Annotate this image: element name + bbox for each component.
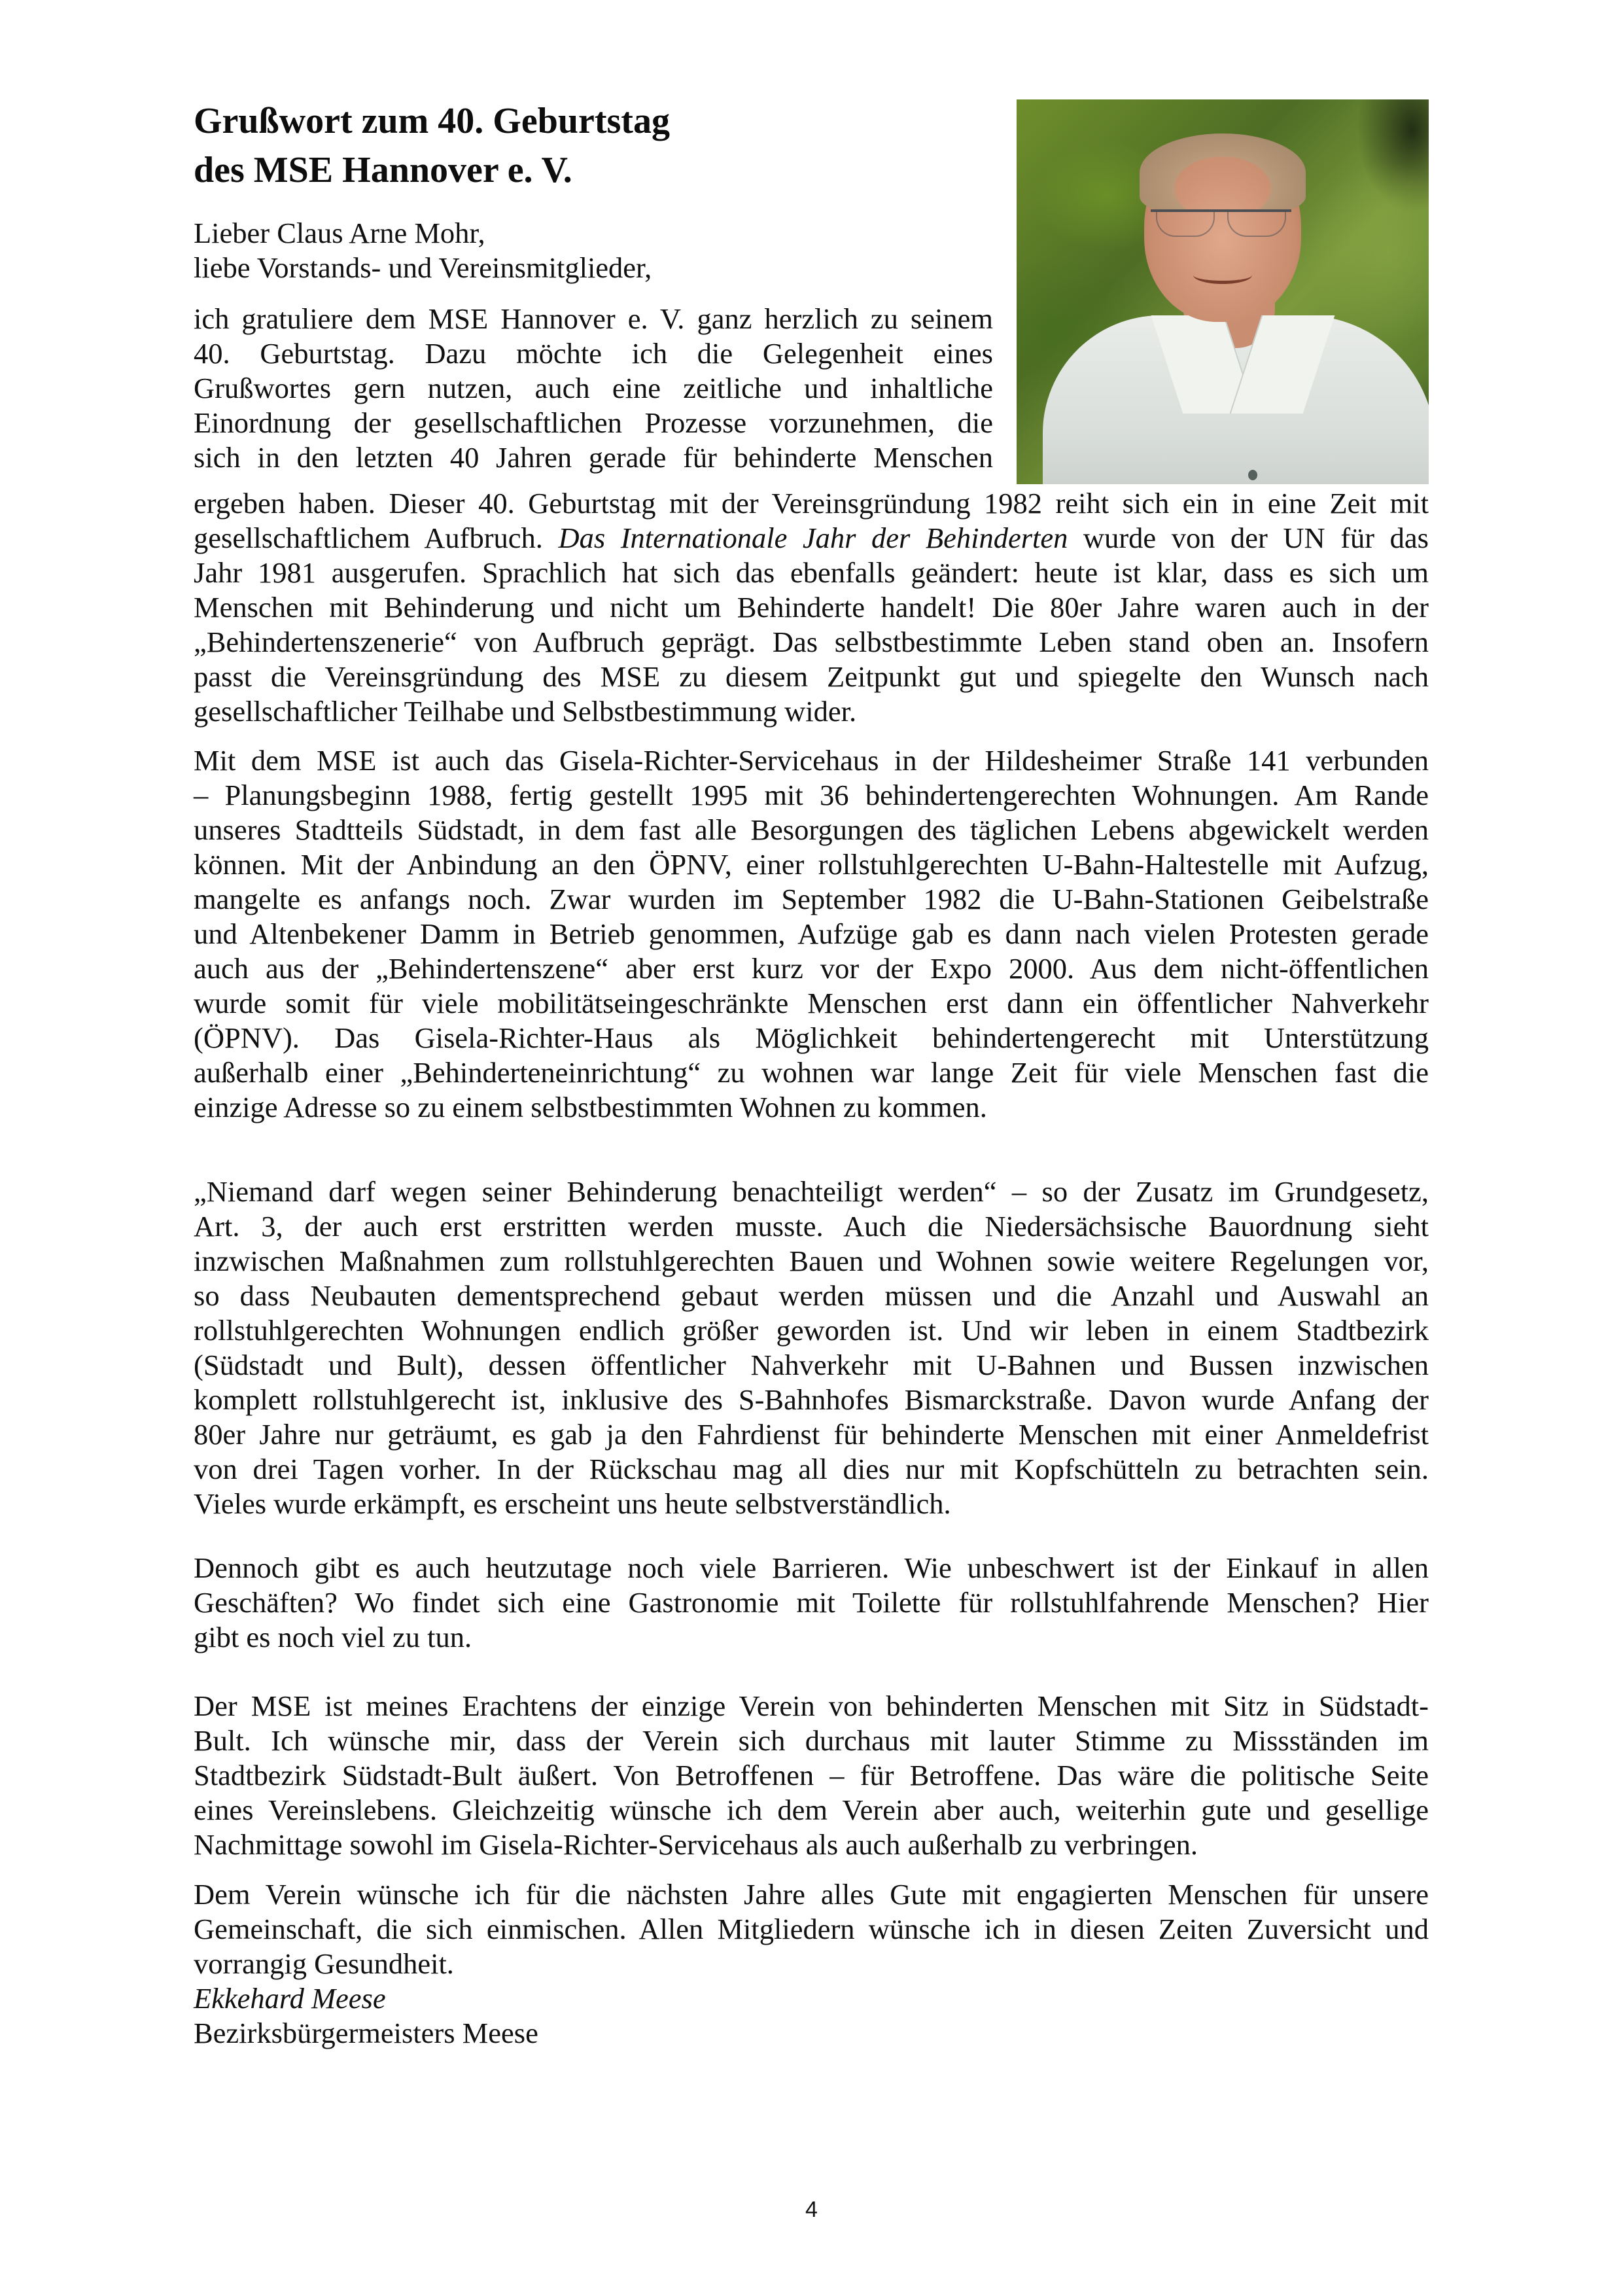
text-line: ich gratuliere dem MSE Hannover e. V. ganz herzlich zu seinem [194, 302, 993, 335]
paragraph-1-beside-photo [194, 302, 993, 475]
salutation [194, 216, 993, 285]
text-line: einzige Adresse so zu einem selbstbestimmten Wohnen zu kommen. [194, 1091, 987, 1123]
paragraph-1 [194, 486, 1429, 729]
title-line-2: des MSE Hannover e. V. [194, 150, 572, 190]
text-line: „Behindertenszenerie“ von Aufbruch geprägt. Das selbstbestimmte Leben stand oben an. Insofern [194, 626, 1429, 658]
text-line: Menschen mit Behinderung und nicht um Behinderte handelt! Die 80er Jahre waren auch in der [194, 591, 1429, 624]
signature-name: Ekkehard Meese [194, 1982, 386, 2015]
salutation-line: liebe Vorstands- und Vereinsmitglieder, [194, 251, 652, 284]
text-line: Art. 3, der auch erst erstritten werden musste. Auch die Niedersächsische Bauordnung sieht [194, 1210, 1429, 1243]
signature-role: Bezirksbürgermeisters Meese [194, 2017, 538, 2049]
text-line: Gemeinschaft, die sich einmischen. Allen Mitgliedern wünsche ich in diesen Zeiten Zuversicht und [194, 1913, 1429, 1945]
text-line: Jahr 1981 ausgerufen. Sprachlich hat sich das ebenfalls geändert: heute ist klar, dass es sich um [194, 556, 1429, 589]
paragraph-4 [194, 1551, 1429, 1655]
text-line: Der MSE ist meines Erachtens der einzige Verein von behinderten Menschen mit Sitz in Südstadt- [194, 1689, 1429, 1722]
text-line: Mit dem MSE ist auch das Gisela-Richter-Servicehaus in der Hildesheimer Straße 141 verbunden [194, 744, 1429, 777]
paragraph-5 [194, 1689, 1429, 1862]
text-line: 40. Geburtstag. Dazu möchte ich die Gelegenheit eines [194, 337, 993, 370]
text-line: gesellschaftlicher Teilhabe und Selbstbestimmung wider. [194, 695, 857, 728]
text-line: 80er Jahre nur geträumt, es gab ja den Fahrdienst für behinderte Menschen mit einer Anmeldefrist [194, 1418, 1429, 1451]
text-line: Bult. Ich wünsche mir, dass der Verein sich durchaus mit lauter Stimme zu Missständen im [194, 1724, 1429, 1757]
photo-shirt-button [1248, 470, 1257, 480]
text-line: Dem Verein wünsche ich für die nächsten Jahre alles Gute mit engagierten Menschen für unsere [194, 1878, 1429, 1911]
portrait-photo [1017, 99, 1429, 484]
title-line-1: Grußwort zum 40. Geburtstag [194, 101, 670, 141]
signature-block [194, 1981, 1429, 2051]
text-segment: wurde von der UN für das [1068, 521, 1429, 554]
text-line: passt die Vereinsgründung des MSE zu diesem Zeitpunkt gut und spiegelte den Wunsch nach [194, 660, 1429, 693]
glasses-icon [1151, 209, 1291, 241]
text-line: können. Mit der Anbindung an den ÖPNV, einer rollstuhlgerechten U-Bahn-Haltestelle mit Aufzug, [194, 848, 1429, 881]
text-line: von drei Tagen vorher. In der Rückschau mag all dies nur mit Kopfschütteln zu betrachten sein. [194, 1453, 1429, 1485]
text-line: außerhalb einer „Behinderteneinrichtung“ zu wohnen war lange Zeit für viele Menschen fast die [194, 1056, 1429, 1089]
text-line: „Niemand darf wegen seiner Behinderung benachteiligt werden“ – so der Zusatz im Grundgesetz, [194, 1175, 1429, 1208]
text-line: Grußwortes gern nutzen, auch eine zeitliche und inhaltliche [194, 372, 993, 404]
paragraph-6 [194, 1877, 1429, 1981]
text-line: (Südstadt und Bult), dessen öffentlicher Nahverkehr mit U-Bahnen und Bussen inzwischen [194, 1349, 1429, 1381]
text-line: mangelte es anfangs noch. Zwar wurden im September 1982 die U-Bahn-Stationen Geibelstraße [194, 883, 1429, 915]
paragraph-2 [194, 743, 1429, 1125]
text-line: sich in den letzten 40 Jahren gerade für behinderte Menschen [194, 441, 993, 474]
photo-hair [1140, 133, 1306, 212]
text-line: gibt es noch viel zu tun. [194, 1621, 472, 1653]
text-line: eines Vereinslebens. Gleichzeitig wünsche ich dem Verein aber auch, weiterhin gute und gesellige [194, 1793, 1429, 1826]
text-line: – Planungsbeginn 1988, fertig gestellt 1995 mit 36 behindertengerechten Wohnungen. Am Rande [194, 779, 1429, 811]
text-line: Dennoch gibt es auch heutzutage noch viele Barrieren. Wie unbeschwert ist der Einkauf in allen [194, 1551, 1429, 1584]
text-line: Geschäften? Wo findet sich eine Gastronomie mit Toilette für rollstuhlfahrende Menschen? Hier [194, 1586, 1429, 1619]
text-line: unseres Stadtteils Südstadt, in dem fast alle Besorgungen des täglichen Lebens abgewickelt werden [194, 813, 1429, 846]
text-line: Nachmittage sowohl im Gisela-Richter-Servicehaus als auch außerhalb zu verbringen. [194, 1828, 1198, 1861]
text-line: inzwischen Maßnahmen zum rollstuhlgerechten Bauen und Wohnen sowie weitere Regelungen vor, [194, 1245, 1429, 1277]
paragraph-3 [194, 1174, 1429, 1521]
text-line: vorrangig Gesundheit. [194, 1947, 454, 1980]
text-line: (ÖPNV). Das Gisela-Richter-Haus als Möglichkeit behindertengerecht mit Unterstützung [194, 1021, 1429, 1054]
text-line: und Altenbekener Damm in Betrieb genommen, Aufzüge gab es dann nach vielen Protesten gerade [194, 917, 1429, 950]
salutation-line: Lieber Claus Arne Mohr, [194, 217, 485, 249]
italic-title: Das Internationale Jahr der Behinderten [558, 521, 1068, 554]
page-number: 4 [805, 2197, 818, 2222]
text-line: Stadtbezirk Südstadt-Bult äußert. Von Betroffenen – für Betroffene. Das wäre die politische Seite [194, 1759, 1429, 1792]
photo-smile [1193, 266, 1252, 284]
text-line-with-italic [194, 521, 1429, 556]
text-line: so dass Neubauten dementsprechend gebaut werden müssen und die Anzahl und Auswahl an [194, 1279, 1429, 1312]
text-segment: gesellschaftlichem Aufbruch. [194, 521, 559, 554]
text-line: ergeben haben. Dieser 40. Geburtstag mit der Vereinsgründung 1982 reiht sich ein in eine Zeit mit [194, 487, 1429, 520]
text-line: wurde somit für viele mobilitätseingeschränkte Menschen erst dann ein öffentlicher Nahverkehr [194, 987, 1429, 1019]
text-line: Einordnung der gesellschaftlichen Prozesse vorzunehmen, die [194, 406, 993, 439]
text-line: Vieles wurde erkämpft, es erscheint uns heute selbstverständlich. [194, 1487, 951, 1520]
text-line: komplett rollstuhlgerecht ist, inklusive des S-Bahnhofes Bismarckstraße. Davon wurde Anfang der [194, 1383, 1429, 1416]
page-title [194, 97, 670, 195]
text-line: auch aus der „Behindertenszene“ aber erst kurz vor der Expo 2000. Aus dem nicht-öffentlichen [194, 952, 1429, 985]
text-line: rollstuhlgerechten Wohnungen endlich größer geworden ist. Und wir leben in einem Stadtbezirk [194, 1314, 1429, 1347]
